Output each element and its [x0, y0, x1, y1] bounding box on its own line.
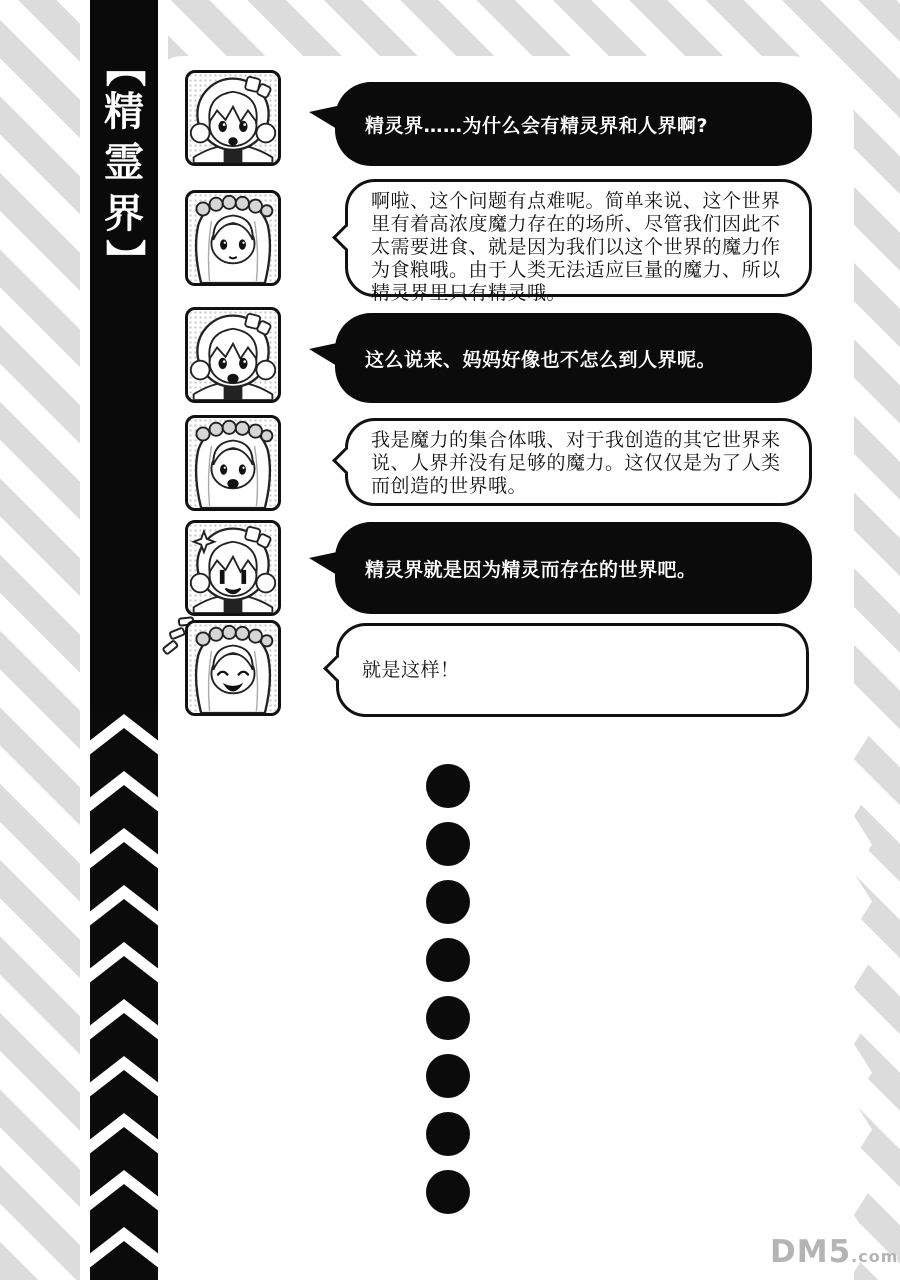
watermark-suffix: .com	[851, 1247, 899, 1266]
title-char: 精	[104, 89, 144, 135]
speech-bubble-white	[345, 179, 812, 304]
bubble-text: 精灵界……为什么会有精灵界和人界啊?	[365, 114, 709, 137]
ellipsis-dot	[426, 996, 470, 1040]
bubble-text: 这么说来、妈妈好像也不怎么到人界呢。	[365, 348, 717, 371]
avatar-spirit-mother	[185, 190, 281, 286]
vertical-title-bar	[90, 0, 158, 714]
speech-bubble-white	[336, 623, 809, 717]
title-char: 【	[101, 47, 147, 87]
watermark-main: DM5	[770, 1234, 852, 1270]
ellipsis-dot	[426, 1112, 470, 1156]
ellipsis-dot	[426, 1170, 470, 1214]
avatar-spirit-mother-laughing	[185, 620, 281, 716]
chevron-column	[88, 710, 160, 1280]
ellipsis-dot	[426, 1054, 470, 1098]
speech-bubble-black	[335, 522, 812, 614]
avatar-spirit-daughter-excited	[185, 520, 281, 616]
bubble-text: 就是这样！	[362, 658, 460, 681]
ellipsis-dot	[426, 880, 470, 924]
speech-bubble-white	[345, 418, 812, 506]
title-char: 界	[104, 191, 144, 237]
bubble-text: 精灵界就是因为精灵而存在的世界吧。	[365, 558, 697, 581]
site-watermark	[770, 1234, 898, 1270]
bubble-tail	[309, 106, 337, 129]
ellipsis-dot	[426, 764, 470, 808]
speech-bubble-black	[335, 313, 812, 403]
avatar-spirit-daughter	[185, 70, 281, 166]
bubble-text: 啊啦、这个问题有点难呢。简单来说、这个世界里有着高浓度魔力存在的场所、尽管我们因此不太需要进食、就是因为我们以这个世界的魔力作为食粮哦。由于人类无法适应巨量的魔力、所以精灵界里只有精灵哦。	[371, 190, 781, 304]
avatar-spirit-daughter	[185, 307, 281, 403]
speech-bubble-black	[335, 82, 812, 166]
title-char: 】	[101, 239, 147, 279]
bubble-text: 我是魔力的集合体哦、对于我创造的其它世界来说、人界并没有足够的魔力。这仅仅是为了人类而创造的世界哦。	[371, 429, 781, 497]
bubble-tail	[309, 552, 337, 575]
title-char: 霊	[104, 140, 144, 186]
ellipsis-dot	[426, 938, 470, 982]
bubble-tail	[309, 343, 337, 366]
avatar-spirit-mother	[185, 415, 281, 511]
ellipsis-dot	[426, 822, 470, 866]
